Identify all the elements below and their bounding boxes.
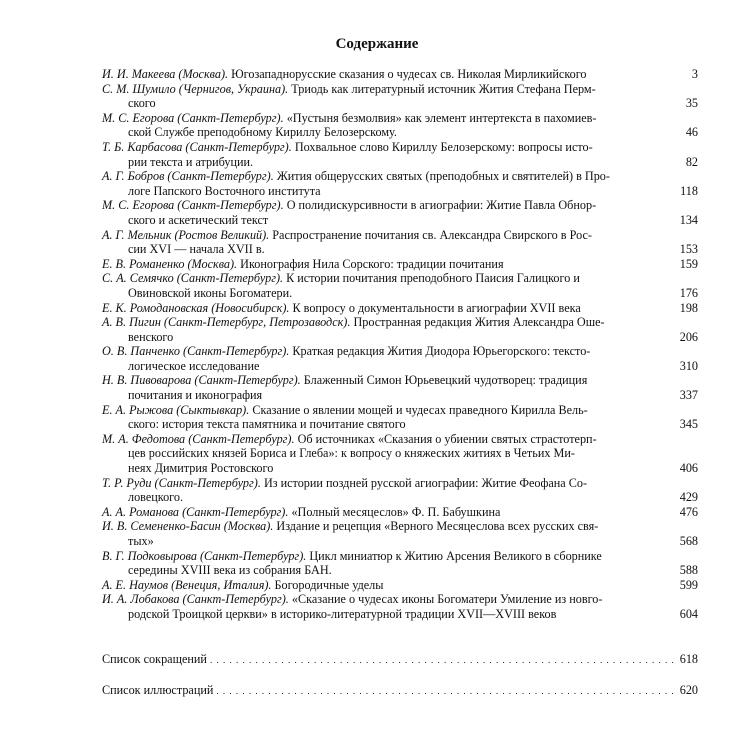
toc-entry-author: С. А. Семячко (Санкт-Петербург).: [102, 271, 284, 286]
toc-entry-title: Блаженный Симон Юрьевецкий чудотворец: традиция: [303, 373, 588, 388]
toc-entry-title: Овиновской иконы Богоматери.: [128, 285, 293, 300]
toc-entry-line: [102, 213, 654, 228]
toc-entry-line: [102, 228, 654, 243]
toc-entry[interactable]: [102, 519, 698, 548]
toc-entry-title: логическое исследование: [128, 358, 260, 373]
toc-entry-author: Е. В. Романенко (Москва).: [102, 256, 238, 271]
toc-entry[interactable]: [102, 578, 698, 593]
toc-entry-page: 159: [679, 256, 698, 271]
toc-entry[interactable]: [102, 301, 698, 316]
toc-entry-line: [102, 446, 654, 461]
toc-entry-line: [102, 301, 654, 316]
toc-entry-page: 35: [685, 96, 698, 111]
toc-entry-title: К истории почитания преподобного Паисия Галицкого и: [286, 271, 580, 286]
toc-entry-title: Югозападнорусские сказания о чудесах св. Николая Мирликийского: [231, 67, 587, 81]
toc-entry-title: О полидискурсивности в агиографии: Житие Павла Обнор-: [286, 198, 597, 213]
toc-entry-text: [102, 344, 698, 373]
toc-entry[interactable]: [102, 592, 698, 621]
toc-extra-label: Список сокращений: [102, 652, 207, 666]
toc-entry[interactable]: [102, 432, 698, 476]
toc-entry-title: «Полный месяцеслов» Ф. П. Бабушкина: [291, 504, 501, 519]
toc-entry-line: [102, 271, 654, 286]
toc-entry-line: [102, 125, 654, 140]
toc-entry-title: Жития общерусских святых (преподобных и святителей) в Про-: [276, 169, 610, 184]
toc-entry-line: [102, 519, 654, 534]
toc-entry-line: [102, 111, 654, 126]
toc-entry-title: Краткая редакция Жития Диодора Юрьегорского: тексто-: [292, 344, 591, 359]
toc-entry-line: [102, 563, 654, 578]
toc-entry-title: «Сказание о чудесах иконы Богоматери Умиление из новго-: [291, 592, 603, 607]
toc-entry-title: середины XVIII века из собрания БАН.: [128, 563, 332, 578]
toc-extra-label: Список иллюстраций: [102, 683, 214, 697]
toc-entry-text: [102, 315, 698, 344]
toc-entry-page: 406: [679, 461, 698, 476]
toc-entry-author: М. А. Федотова (Санкт-Петербург).: [102, 431, 295, 446]
toc-entry-title: неях Димитрия Ростовского: [128, 461, 274, 476]
toc-entry-title: Похвальное слово Кириллу Белозерскому: вопросы исто-: [294, 139, 593, 154]
toc-entry-page: 337: [679, 388, 698, 403]
toc-entry[interactable]: [102, 373, 698, 402]
toc-entry-author: А. Е. Наумов (Венеция, Италия).: [102, 577, 272, 592]
toc-entry-author: С. М. Шумило (Чернигов, Украина).: [102, 81, 289, 96]
toc-entry-title: рии текста и атрибуции.: [128, 154, 254, 169]
toc-entry-title: Богородичные уделы: [274, 577, 384, 592]
toc-entry-text: [102, 549, 698, 578]
toc-entry-line: [102, 359, 654, 374]
toc-entry-text: [102, 403, 698, 432]
toc-entry[interactable]: [102, 82, 698, 111]
toc-entry-page: 176: [679, 285, 698, 300]
toc-entry-title: «Пустыня безмолвия» как элемент интертекста в пахомиев-: [286, 110, 597, 125]
toc-entry-text: [102, 257, 698, 272]
toc-entry-text: [102, 140, 698, 169]
toc-entry-line: [102, 257, 654, 272]
toc-entry-title: ского и аскетический текст: [128, 212, 269, 227]
toc-entry-author: Е. А. Рыжова (Сыктывкар).: [102, 402, 250, 417]
toc-entry-text: [102, 578, 698, 593]
toc-entry-title: ловецкого.: [128, 490, 184, 505]
toc-entry-author: М. С. Егорова (Санкт-Петербург).: [102, 198, 284, 213]
toc-entry-title: логе Папского Восточного института: [128, 183, 321, 198]
toc-entry-title: цев российских князей Бориса и Глеба»: к вопросу о княжеских житиях в Четьих Ми-: [128, 446, 575, 461]
toc-entry-line: [102, 461, 654, 476]
toc-entry-page: 429: [679, 490, 698, 505]
toc-entry-text: [102, 169, 698, 198]
toc-entry-text: [102, 519, 698, 548]
toc-entry-text: [102, 432, 698, 476]
toc-entry-text: [102, 505, 698, 520]
toc-entry-line: [102, 578, 654, 593]
toc-extra-page: 618: [679, 652, 698, 666]
toc-entry-title: ского: история текста памятника и почитание святого: [128, 417, 406, 432]
toc-entry-page: 206: [679, 329, 698, 344]
toc-entry-title: венского: [128, 329, 174, 344]
toc-entry-page: 345: [679, 417, 698, 432]
toc-list: [102, 67, 698, 622]
toc-entry-line: [102, 490, 654, 505]
toc-entry-line: [102, 330, 654, 345]
toc-entry-title: Из истории поздней русской агиографии: Житие Феофана Со-: [263, 475, 588, 490]
toc-leader: [216, 683, 676, 699]
toc-entry-author: И. А. Лобакова (Санкт-Петербург).: [102, 592, 289, 607]
toc-entry-line: [102, 155, 654, 170]
toc-entry-title: К вопросу о документальности в агиографии XVII века: [292, 300, 581, 315]
toc-entry-title: почитания и иконография: [128, 388, 263, 403]
toc-entry-title: ского: [128, 96, 156, 111]
toc-entry-line: [102, 403, 654, 418]
toc-entry-text: [102, 476, 698, 505]
toc-entry[interactable]: [102, 228, 698, 257]
toc-entry-page: 134: [679, 212, 698, 227]
toc-entry-text: [102, 271, 698, 300]
toc-entry-title: Об источниках «Сказания о убиении святых страстотерп-: [297, 431, 597, 446]
toc-entry-title: Издание и рецепция «Верного Месяцеслова всех русских свя-: [276, 519, 599, 534]
toc-entry[interactable]: [102, 257, 698, 272]
page-title: Содержание: [335, 36, 419, 52]
toc-entry-page: 599: [679, 577, 698, 592]
toc-entry-author: И. В. Семененко-Басин (Москва).: [102, 519, 274, 534]
toc-extra-illustrations[interactable]: [102, 683, 698, 699]
toc-entry-title: ской Службе преподобному Кириллу Белозерскому.: [128, 125, 397, 140]
toc-entry-author: А. Г. Мельник (Ростов Великий).: [102, 227, 270, 242]
toc-entry-line: [102, 315, 654, 330]
toc-entry-author: Н. В. Пивоварова (Санкт-Петербург).: [102, 373, 301, 388]
toc-entry-line: [102, 432, 654, 447]
toc-extra-page: 620: [679, 683, 698, 697]
toc-entry-line: [102, 67, 654, 82]
toc-entry-author: В. Г. Подковырова (Санкт-Петербург).: [102, 548, 307, 563]
toc-entry-page: 82: [685, 154, 698, 169]
toc-entry-line: [102, 607, 654, 622]
toc-entry-author: Е. К. Ромодановская (Новосибирск).: [102, 300, 290, 315]
toc-entry-page: 588: [679, 563, 698, 578]
toc-entry-line: [102, 476, 654, 491]
toc-entry[interactable]: [102, 315, 698, 344]
toc-entry-line: [102, 373, 654, 388]
toc-entry-line: [102, 198, 654, 213]
toc-entry-title: Цикл миниатюр к Житию Арсения Великого в сборнике: [309, 548, 602, 563]
toc-entry-title: тых»: [128, 534, 154, 548]
toc-entry-line: [102, 96, 654, 111]
toc-entry[interactable]: [102, 169, 698, 198]
toc-entry-title: родской Троицкой церкви» в историко-литературной традиции XVII—XVIII веков: [128, 606, 557, 621]
toc-entry[interactable]: [102, 198, 698, 227]
toc-entry-line: [102, 140, 654, 155]
toc-entry-page: 604: [679, 606, 698, 621]
toc-entry-title: Сказание о явлении мощей и чудесах праведного Кирилла Вель-: [252, 402, 588, 417]
toc-entry-text: [102, 592, 698, 621]
toc-entry-page: 568: [679, 534, 698, 548]
toc-entry-line: [102, 286, 654, 301]
toc-entry-text: [102, 373, 698, 402]
toc-entry-text: [102, 67, 698, 82]
toc-entry-line: [102, 169, 654, 184]
toc-entry-title: Иконография Нила Сорского: традиции почитания: [240, 256, 504, 271]
toc-entry[interactable]: [102, 476, 698, 505]
toc-entry-line: [102, 417, 654, 432]
toc-entry-author: А. В. Пигин (Санкт-Петербург, Петрозаводск).: [102, 315, 351, 330]
toc-entry-line: [102, 242, 654, 257]
toc-entry-line: [102, 592, 654, 607]
toc-entry-author: Т. Б. Карбасова (Санкт-Петербург).: [102, 139, 292, 154]
toc-entry-page: 3: [691, 67, 698, 81]
toc-entry[interactable]: [102, 140, 698, 169]
toc-entry-author: О. В. Панченко (Санкт-Петербург).: [102, 344, 290, 359]
toc-entry-line: [102, 505, 654, 520]
toc-entry-line: [102, 344, 654, 359]
toc-entry-text: [102, 111, 698, 140]
toc-entry-author: А. Г. Бобров (Санкт-Петербург).: [102, 169, 274, 184]
toc-entry-page: 198: [679, 300, 698, 315]
toc-entry-page: 153: [679, 242, 698, 257]
toc-entry[interactable]: [102, 271, 698, 300]
toc-entry-title: Пространная редакция Жития Александра Оше-: [353, 315, 605, 330]
toc-entry[interactable]: [102, 505, 698, 520]
toc-entry-page: 310: [679, 358, 698, 373]
toc-leader: [210, 652, 677, 668]
toc-entry-title: Триодь как литературный источник Жития Стефана Перм-: [291, 81, 596, 96]
toc-entry-page: 118: [680, 183, 698, 198]
toc-entry-author: И. И. Макеева (Москва).: [102, 67, 229, 81]
toc-entry-author: М. С. Егорова (Санкт-Петербург).: [102, 110, 284, 125]
toc-entry[interactable]: [102, 403, 698, 432]
toc-entry-text: [102, 198, 698, 227]
toc-entry-line: [102, 184, 654, 199]
toc-entry-title: Распространение почитания св. Александра Свирского в Рос-: [272, 227, 592, 242]
toc-entry[interactable]: [102, 111, 698, 140]
toc-entry-text: [102, 301, 698, 316]
toc-entry-title: сии XVI — начала XVII в.: [128, 242, 265, 257]
toc-entry-page: 476: [679, 504, 698, 519]
toc-entry[interactable]: [102, 344, 698, 373]
toc-entry-line: [102, 549, 654, 564]
toc-entry[interactable]: [102, 67, 698, 82]
toc-entry-page: 46: [685, 125, 698, 140]
toc-entry-text: [102, 228, 698, 257]
toc-entry-line: [102, 534, 654, 549]
toc-entry-line: [102, 82, 654, 97]
toc-entry-line: [102, 388, 654, 403]
toc-extra-abbreviations[interactable]: [102, 652, 698, 668]
toc-entry[interactable]: [102, 549, 698, 578]
toc-entry-text: [102, 82, 698, 111]
toc-entry-author: А. А. Романова (Санкт-Петербург).: [102, 504, 289, 519]
toc-entry-author: Т. Р. Руди (Санкт-Петербург).: [102, 475, 261, 490]
